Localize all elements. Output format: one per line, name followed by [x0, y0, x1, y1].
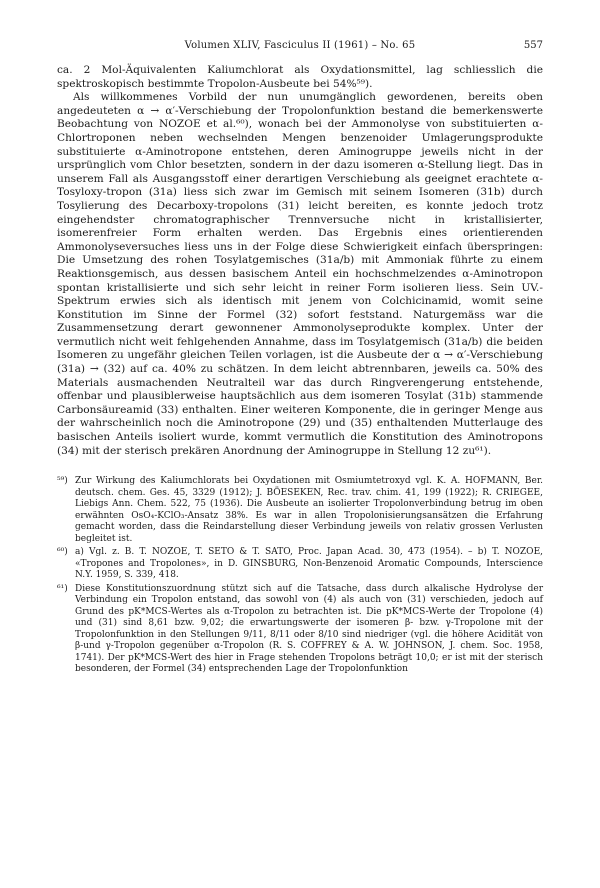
footnotes — [57, 476, 543, 676]
footnote-text: Diese Konstitutionszuordnung stützt sich auf die Tatsache, dass durch alkalische Hydrolyse der Verbindung ein Tropolon entstand, das sowohl von (4) als auch von (31) verschieden, jedoch auf Grund des pK*MCS-Wertes als α-Tropolon zu betrachten ist. Die pK*MCS-Werte der Tropolone (4) und (31) sind 8,61 bzw. 9,02; die erwartungswerte der isomeren β- bzw. γ-Tropolone mit der Tropolonfunktion in den Stellungen 9/11, 8/11 oder 8/10 sind niedriger (vgl. die höhere Acidität von β-und γ-Tropolon gegenüber α-Tropolon (R. S. COFFREY & A. W. JOHNSON, J. chem. Soc. 1958, 1741). Der pK*MCS-Wert des hier in Frage stehenden Tropolons beträgt 10,0; er ist mit der sterisch besonderen, der Formel (34) entsprechenden Lage der Tropolonfunktion — [75, 583, 543, 675]
paper-page — [57, 40, 543, 678]
page-number: 557 — [523, 40, 543, 51]
footnote-marker: ⁶⁰) — [57, 547, 68, 558]
paragraph-2: Als willkommenes Vorbild der nun unumgänglich gewordenen, bereits oben angedeuteten α → α′-Verschiebung der Tropolonfunktion bestand die bemerkenswerte Beobachtung von NOZOE et al.⁶⁰), wonach bei der Ammonolyse von substituierten α-Chlortroponen neben wechselnden Mengen benzenoider Umlagerungsprodukte substituierte α-Aminotropone entstehen, deren Aminogruppe jeweils nicht in der ursprünglich vom Chlor besetzten, sondern in der dazu isomeren α-Stellung liegt. Das in unserem Fall als Ausgangsstoff einer derartigen Verschiebung als geeignet erachtete α-Tosyloxy-tropon (31a) liess sich zwar im Gemisch mit seinem Isomeren (31b) durch Tosylierung des Decarboxy-tropolons (31) leicht bereiten, es konnte jedoch trotz eingehendster chromatographischer Trennversuche nicht in kristallisierter, isomerenfreier Form erhalten werden. Das Ergebnis eines orientierenden Ammonolyseversuches liess uns in der Folge diese Schwierigkeit einfach überspringen: Die Umsetzung des rohen Tosylatgemisches (31a/b) mit Ammoniak führte zu einem Reaktionsgemisch, aus dessen basischem Anteil ein hochschmelzendes α-Aminotropon spontan kristallisierte und sich sehr leicht in reiner Form isolieren liess. Sein UV.-Spektrum erwies sich als identisch mit jenem von Colchicinamid, womit seine Konstitution im Sinne der Formel (32) sofort feststand. Naturgemäss war die Zusammensetzung derart gewonnener Ammonolyseprodukte komplex. Unter der vermutlich nicht weit fehlgehenden Annahme, dass im Tosylatgemisch (31a/b) die beiden Isomeren zu ungefähr gleichen Teilen vorlagen, ist die Ausbeute der α → α′-Verschiebung (31a) → (32) auf ca. 40% zu schätzen. In dem leicht abtrennbaren, jeweils ca. 50% des Materials ausmachenden Neutralteil war das durch Ringverengerung entstehende, offenbar und plausiblerweise hauptsächlich aus dem isomeren Tosylat (31b) stammende Carbonsäureamid (33) enthalten. Einer weiteren Komponente, die in geringer Menge aus der wahrscheinlich noch die Aminotropone (29) und (35) enthaltenden Mutterlauge des basischen Anteils isoliert wurde, kommt vermutlich die Konstitution des Aminotropons (34) mit der sterisch prekären Anordnung der Aminogruppe in Stellung 12 zu⁶¹). — [57, 91, 543, 457]
footnote-marker: ⁶¹) — [57, 583, 68, 594]
body-text — [57, 64, 543, 458]
paragraph-1: ca. 2 Mol-Äquivalenten Kaliumchlorat als Oxydationsmittel, lag schliesslich die spektroskopisch bestimmte Tropolon-Ausbeute bei 54%⁵⁹). — [57, 64, 543, 90]
footnote-text: Zur Wirkung des Kaliumchlorats bei Oxydationen mit Osmiumtetroxyd vgl. K. A. HOFMANN, Ber. deutsch. chem. Ges. 45, 3329 (1912); J. BÖESEKEN, Rec. trav. chim. 41, 199 (1922); R. CRIEGEE, Liebigs Ann. Chem. 522, 75 (1936). Die Ausbeute an isolierter Tropolonverbindung betrug im oben erwähnten OsO₄-KClO₃-Ansatz 38%. Es war in allen Tropolonisierungsansätzen die Erfahrung gemacht worden, dass die Reindarstellung dieser Verbindung jeweils von relativ grossen Verlusten begleitet ist. — [75, 476, 543, 544]
running-title: Volumen XLIV, Fasciculus II (1961) – No. 65 — [184, 40, 416, 51]
footnote-marker: ⁵⁹) — [57, 476, 68, 487]
footnote-text: a) Vgl. z. B. T. NOZOE, T. SETO & T. SATO, Proc. Japan Acad. 30, 473 (1954). – b) T. NOZOE, «Tropones and Tropolones», in D. GINSBURG, Non-Benzenoid Aromatic Compounds, Interscience N.Y. 1959, S. 339, 418. — [75, 547, 543, 581]
footnote-60 — [57, 547, 543, 582]
footnote-61 — [57, 584, 543, 676]
footnote-59 — [57, 476, 543, 545]
running-header — [57, 40, 543, 56]
